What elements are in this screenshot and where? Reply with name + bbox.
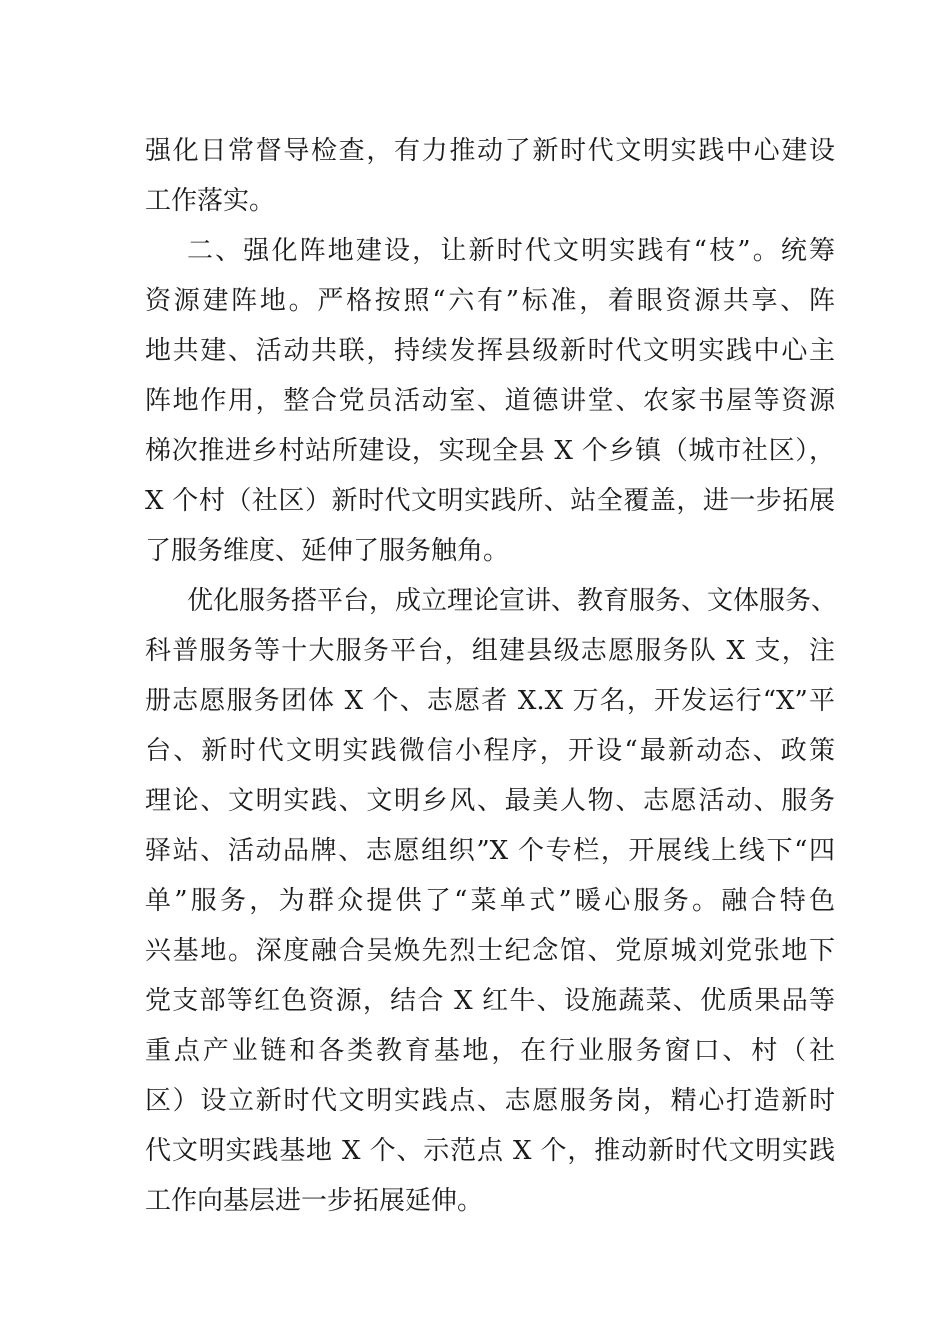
paragraph-2-line-7: 了服务维度、延伸了服务触角。: [145, 536, 510, 566]
paragraph-2-line-5: 梯次推进乡村站所建设，实现全县 X 个乡镇（城市社区），: [145, 436, 835, 466]
paragraph-3-line-9: 党支部等红色资源，结合 X 红牛、设施蔬菜、优质果品等: [145, 986, 835, 1016]
paragraph-3: [145, 576, 838, 1226]
paragraph-3-line-1: 优化服务搭平台，成立理论宣讲、教育服务、文体服务、: [187, 586, 838, 616]
paragraph-3-line-12: 代文明实践基地 X 个、示范点 X 个，推动新时代文明实践: [145, 1136, 835, 1166]
document-body: [145, 126, 838, 1226]
paragraph-1: [145, 126, 835, 226]
paragraph-3-line-6: 驿站、活动品牌、志愿组织”X 个专栏，开展线上线下“四: [145, 836, 835, 866]
paragraph-3-line-5: 理论、文明实践、文明乡风、最美人物、志愿活动、服务: [145, 786, 835, 816]
paragraph-1-line-1: 强化日常督导检查，有力推动了新时代文明实践中心建设: [145, 136, 835, 166]
paragraph-2: [145, 226, 835, 576]
paragraph-3-line-11: 区）设立新时代文明实践点、志愿服务岗，精心打造新时: [145, 1086, 835, 1116]
paragraph-2-line-4: 阵地作用，整合党员活动室、道德讲堂、农家书屋等资源: [145, 386, 835, 416]
paragraph-3-line-7: 单”服务，为群众提供了“菜单式”暖心服务。融合特色: [145, 886, 835, 916]
paragraph-3-line-13: 工作向基层进一步拓展延伸。: [145, 1186, 484, 1216]
paragraph-2-line-6: X 个村（社区）新时代文明实践所、站全覆盖，进一步拓展: [145, 486, 835, 516]
paragraph-3-line-8: 兴基地。深度融合吴焕先烈士纪念馆、党原城刘党张地下: [145, 936, 835, 966]
paragraph-2-line-3: 地共建、活动共联，持续发挥县级新时代文明实践中心主: [145, 336, 835, 366]
paragraph-3-line-3: 册志愿服务团体 X 个、志愿者 X.X 万名，开发运行“X”平: [145, 686, 835, 716]
paragraph-1-line-2: 工作落实。: [145, 186, 276, 216]
paragraph-3-line-10: 重点产业链和各类教育基地，在行业服务窗口、村（社: [145, 1036, 835, 1066]
paragraph-2-line-2: 资源建阵地。严格按照“六有”标准，着眼资源共享、阵: [145, 286, 835, 316]
paragraph-3-line-2: 科普服务等十大服务平台，组建县级志愿服务队 X 支，注: [145, 636, 835, 666]
paragraph-3-line-4: 台、新时代文明实践微信小程序，开设“最新动态、政策: [145, 736, 835, 766]
paragraph-2-line-1: 二、强化阵地建设，让新时代文明实践有“枝”。统筹: [187, 236, 835, 266]
